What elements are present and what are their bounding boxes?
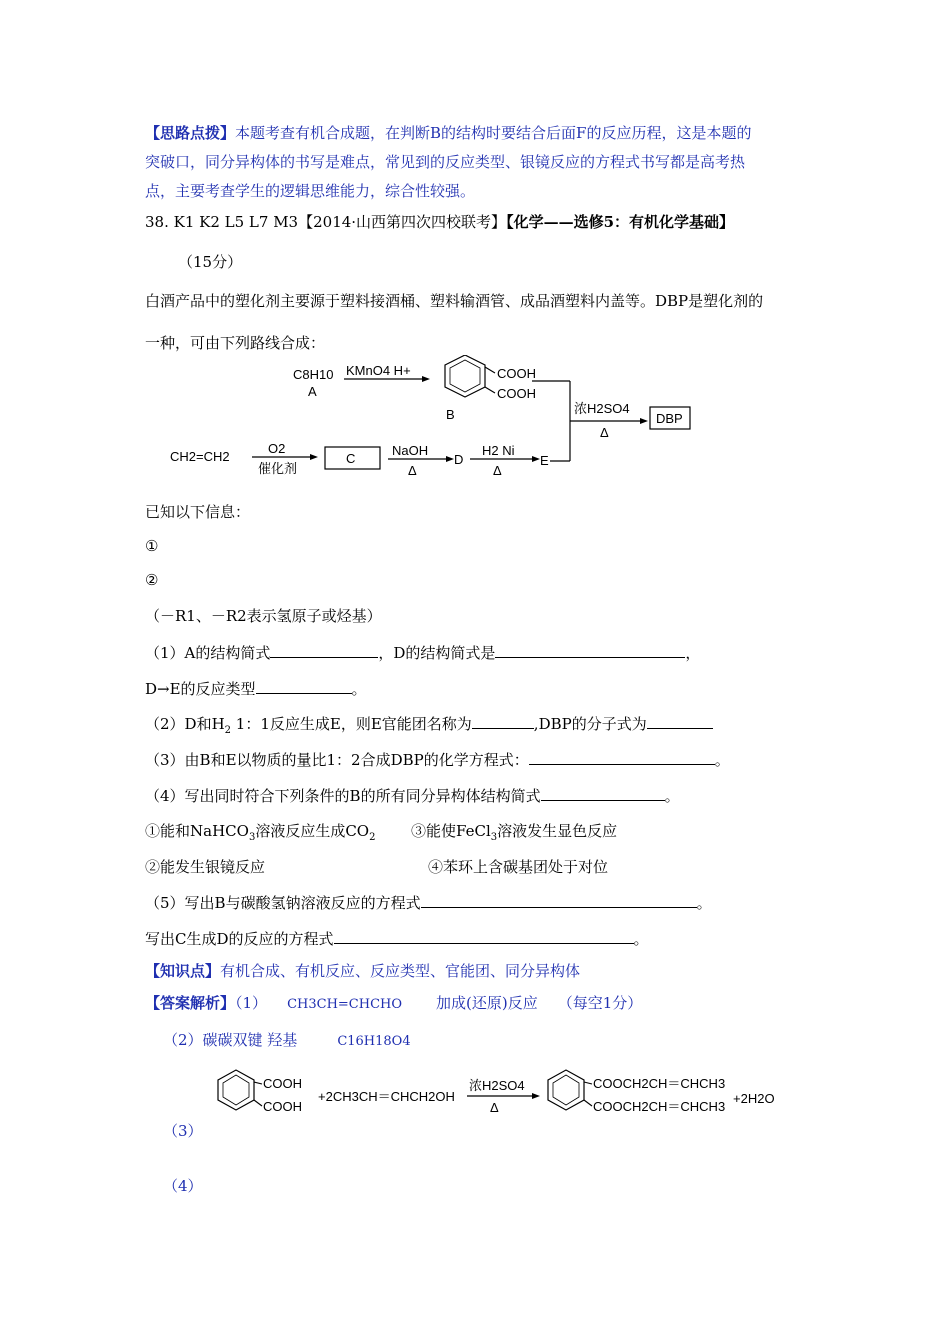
q1-d-text: ，D的结构简式是 <box>378 644 496 662</box>
kp-text: 有机合成、有机反应、反应类型、官能团、同分异构体 <box>220 962 581 980</box>
hint-text-1: 本题考查有机合成题，在判断B的结构时要结合后面F的反应历程，这是本题的 <box>235 124 752 142</box>
condition-3 <box>411 821 617 848</box>
c3-a: ③能使FeCl <box>411 822 491 840</box>
q4-text: （4）写出同时符合下列条件的B的所有同分异构体结构简式 <box>145 787 541 805</box>
answer-blank[interactable] <box>541 786 665 801</box>
question-header <box>145 212 734 232</box>
info-2: ② <box>145 571 159 589</box>
hint-line-3: 点，主要考查学生的逻辑思维能力，综合性较强。 <box>145 182 476 200</box>
answer-1-num: （1） <box>235 994 268 1012</box>
q6-text: 写出C生成D的反应的方程式 <box>145 930 334 948</box>
a-label: A <box>308 384 317 399</box>
eq-condition: 浓H2SO4 <box>469 1078 525 1093</box>
c1-sub1: 3 <box>248 832 256 843</box>
q3-text: （3）由B和E以物质的量比1：2合成DBP的化学方程式： <box>145 751 529 769</box>
q1-comma: ， <box>685 644 701 662</box>
q1-a-text: （1）A的结构简式 <box>145 644 271 662</box>
answer-2 <box>163 1030 411 1052</box>
answer-3: （3） <box>163 1122 203 1140</box>
benzene-ring-b <box>445 355 485 397</box>
delta-1: Δ <box>600 425 609 440</box>
d-label: D <box>454 452 464 467</box>
knowledge-points <box>145 961 580 981</box>
answer-4: （4） <box>163 1177 203 1195</box>
q2-c-text: ,DBP的分子式为 <box>533 715 647 733</box>
c1-b: 溶液反应生成CO <box>255 822 370 840</box>
q3-line <box>145 750 730 770</box>
eq-reactant: +2CH3CH＝CHCH2OH <box>318 1089 455 1104</box>
b-label: B <box>446 407 455 422</box>
answer-blank[interactable] <box>647 714 713 729</box>
c1-sub2: 2 <box>369 832 376 843</box>
q6-end: 。 <box>633 930 649 948</box>
h2ni-label: H2 Ni <box>482 443 515 458</box>
delta-2: Δ <box>408 463 417 478</box>
answer-blank[interactable] <box>270 643 378 658</box>
q2-line <box>145 714 713 741</box>
info-note: （－R1、－R2表示氢原子或烃基） <box>145 607 382 625</box>
dbp-box: DBP <box>656 411 683 426</box>
synthesis-scheme <box>160 355 720 485</box>
hint-line-2: 突破口，同分异构体的书写是难点，常见到的反应类型、银镜反应的方程式书写都是高考热 <box>145 153 746 171</box>
eq-ester-1: COOCH2CH＝CHCH3 <box>593 1076 726 1091</box>
kp-tag: 【知识点】 <box>145 962 221 980</box>
eq-cooh-1: COOH <box>263 1076 302 1091</box>
eq-cooh-2: COOH <box>263 1099 302 1114</box>
hint-line-1 <box>145 123 751 143</box>
condition-1 <box>145 821 375 848</box>
q6-line <box>145 929 649 949</box>
c1-a: ①能和NaHCO <box>145 822 249 840</box>
question-score: （15分） <box>178 253 243 271</box>
q5-text: （5）写出B与碳酸氢钠溶液反应的方程式 <box>145 894 421 912</box>
delta-3: Δ <box>493 463 502 478</box>
question-source: 38. K1 K2 L5 L7 M3【2014·山西第四次四校联考】 <box>145 213 507 231</box>
answer-blank[interactable] <box>495 643 685 658</box>
q1-line-2 <box>145 679 367 699</box>
q3-end: 。 <box>714 751 730 769</box>
hint-tag: 【思路点拨】 <box>145 124 236 142</box>
naoh-label: NaOH <box>392 443 429 458</box>
condition-2: ②能发生银镜反应 <box>145 858 266 876</box>
answer-2-formula: C16H18O4 <box>337 1034 411 1049</box>
question-intro-1: 白酒产品中的塑化剂主要源于塑料接酒桶、塑料输酒管、成品酒塑料内盖等。DBP是塑化剂的 <box>145 292 764 310</box>
q5-line <box>145 893 712 913</box>
answer-1-type: 加成(还原)反应 <box>436 994 538 1012</box>
q2-a-text: （2）D和H <box>145 715 225 733</box>
answer-2-text: （2）碳碳双键 羟基 <box>163 1031 298 1049</box>
c3-sub: 3 <box>490 832 498 843</box>
known-info: 已知以下信息： <box>145 503 251 521</box>
q1-end: 。 <box>351 680 367 698</box>
condition-4: ④苯环上含碳基团处于对位 <box>428 858 609 876</box>
b-cooh-1: COOH <box>497 366 536 381</box>
answer-tag: 【答案解析】 <box>145 994 236 1012</box>
question-intro-2: 一种，可由下列路线合成： <box>145 334 326 352</box>
esterification-equation <box>210 1066 790 1126</box>
q2-sub: 2 <box>224 725 232 736</box>
answer-blank[interactable] <box>421 893 697 908</box>
reagent-kmno4: KMnO4 H+ <box>346 363 411 378</box>
question-module: 【化学——选修5：有机化学基础】 <box>506 213 735 231</box>
answer-1 <box>145 993 642 1015</box>
b-cooh-2: COOH <box>497 386 536 401</box>
answer-blank[interactable] <box>256 679 352 694</box>
eq-ester-2: COOCH2CH＝CHCH3 <box>593 1099 726 1114</box>
a-formula: C8H10 <box>293 367 334 382</box>
h2so4-label: 浓H2SO4 <box>574 401 630 416</box>
eq-water: +2H2O <box>733 1091 775 1106</box>
ethylene: CH2=CH2 <box>170 449 230 464</box>
c3-b: 溶液发生显色反应 <box>497 822 618 840</box>
eq-delta: Δ <box>490 1100 499 1115</box>
o2-label: O2 <box>268 441 286 456</box>
e-label: E <box>540 453 549 468</box>
answer-1-note: （每空1分） <box>557 994 643 1012</box>
info-1: ① <box>145 537 159 555</box>
q5-end: 。 <box>696 894 712 912</box>
q4-line <box>145 786 680 806</box>
answer-blank[interactable] <box>529 750 715 765</box>
q2-b-text: 1：1反应生成E，则E官能团名称为 <box>231 715 472 733</box>
c-box: C <box>346 451 356 466</box>
answer-blank[interactable] <box>334 929 634 944</box>
q4-end: 。 <box>664 787 680 805</box>
catalyst-label: 催化剂 <box>258 461 298 476</box>
q1-type-text: D→E的反应类型 <box>145 680 256 698</box>
answer-1-formula: CH3CH=CHCHO <box>287 997 403 1012</box>
answer-blank[interactable] <box>472 714 534 729</box>
q1-line <box>145 643 700 663</box>
